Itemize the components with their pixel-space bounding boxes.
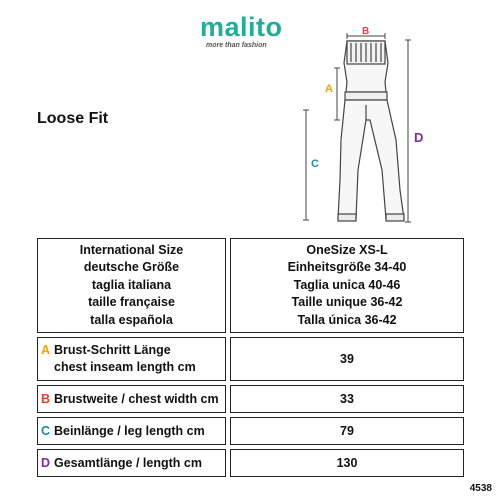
brand-tagline: more than fashion (206, 42, 267, 49)
measurement-label (37, 449, 226, 477)
measurement-row-b (37, 385, 464, 413)
dimension-letter-d: D (414, 130, 424, 145)
measurement-text: Brust-Schritt Länge (54, 343, 171, 357)
size-value: OneSize XS-L (306, 242, 388, 257)
size-label: deutsche Größe (83, 260, 180, 275)
measurement-label (37, 385, 226, 413)
size-label: taille française (88, 295, 175, 310)
measurement-letter: D (41, 456, 51, 470)
measurement-letter: C (41, 424, 51, 438)
size-value: Taille unique 36-42 (291, 295, 403, 310)
fit-label: Loose Fit (37, 110, 109, 127)
product-code: 4538 (469, 483, 492, 494)
measurement-label (37, 337, 226, 381)
size-header-left (37, 238, 226, 333)
measurement-text: Beinlänge / leg length cm (54, 424, 205, 438)
measurement-letter: B (41, 392, 51, 406)
measurement-row-c (37, 417, 464, 445)
measurement-row-d (37, 449, 464, 477)
dimension-letter-a: A (325, 83, 333, 95)
brand-name: malito (200, 12, 283, 42)
measurement-value: 33 (230, 385, 464, 413)
size-value: Einheitsgröße 34-40 (287, 260, 407, 275)
jumpsuit-diagram (300, 20, 450, 240)
size-value: Talla única 36-42 (297, 312, 397, 327)
measurement-letter: A (41, 343, 51, 357)
measurement-text-secondary: chest inseam length cm (54, 360, 196, 374)
size-header-row (37, 238, 464, 333)
brand-logo (200, 12, 310, 52)
measurement-row-a (37, 337, 464, 381)
jumpsuit-outline (338, 41, 404, 221)
measurement-value: 39 (230, 337, 464, 381)
measurement-text: Brustweite / chest width cm (54, 392, 219, 406)
size-header-right (230, 238, 464, 333)
measurement-value: 130 (230, 449, 464, 477)
dimension-letter-c: C (311, 158, 319, 170)
size-label: taglia italiana (91, 277, 172, 292)
size-label: International Size (79, 242, 184, 257)
dimension-letter-b: B (362, 26, 370, 37)
measurement-value: 79 (230, 417, 464, 445)
measurement-label (37, 417, 226, 445)
size-label: talla española (90, 312, 173, 327)
size-value: Taglia unica 40-46 (293, 277, 401, 292)
measurement-text: Gesamtlänge / length cm (54, 456, 202, 470)
